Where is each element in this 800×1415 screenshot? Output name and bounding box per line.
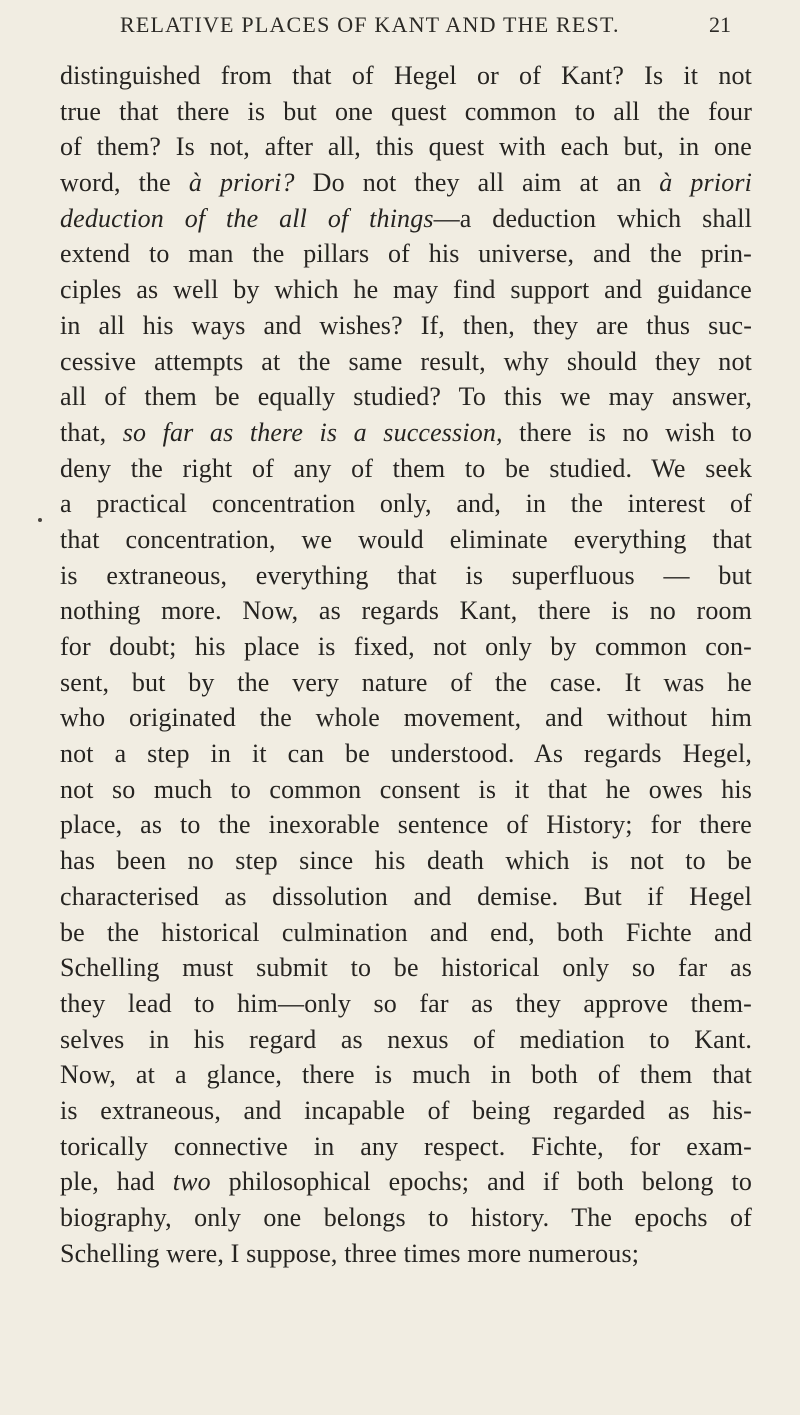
text-run: —a deduction which shall xyxy=(433,203,752,233)
text-run: torically connective in any respect. Fichte, for exam- xyxy=(60,1131,752,1161)
text-line xyxy=(60,272,752,308)
text-line xyxy=(60,807,752,843)
text-run: be the historical culmination and end, both Fichte and xyxy=(60,917,752,947)
text-run: nothing more. Now, as regards Kant, there is no room xyxy=(60,596,752,626)
text-run: ciples as well by which he may find support and guidance xyxy=(60,275,752,305)
text-run: distinguished from that of Hegel or of Kant? Is it not xyxy=(60,61,752,90)
text-run: is extraneous, and incapable of being regarded as his- xyxy=(60,1095,752,1125)
text-line xyxy=(60,129,752,165)
body-text xyxy=(60,58,752,1271)
text-run: Do not they all aim at an xyxy=(294,168,660,198)
text-line xyxy=(60,1129,752,1165)
text-line xyxy=(60,1164,752,1200)
text-line xyxy=(60,94,752,130)
italic-text: à priori xyxy=(659,168,752,198)
text-line xyxy=(60,558,752,594)
text-run: selves in his regard as nexus of mediation to Kant. xyxy=(60,1024,752,1054)
text-run: biography, only one belongs to history. The epochs of xyxy=(60,1203,752,1232)
running-head: RELATIVE PLACES OF KANT AND THE REST. xyxy=(120,12,620,37)
text-run: of them? Is not, after all, this quest with each but, in one xyxy=(60,132,752,162)
text-line xyxy=(60,1200,752,1236)
text-run: not a step in it can be understood. As regards Hegel, xyxy=(60,739,752,769)
text-run: they lead to him—only so far as they approve them- xyxy=(60,988,752,1018)
margin-mark xyxy=(38,518,42,522)
text-run: true that there is but one quest common to all the four xyxy=(60,96,752,126)
italic-text: deduction of the all of things xyxy=(60,203,434,233)
text-run: there is no wish to xyxy=(502,417,753,447)
text-run: all of them be equally studied? To this we may answer, xyxy=(60,382,752,412)
text-run: Schelling must submit to be historical only so far as xyxy=(60,953,752,983)
text-run: word, the xyxy=(60,168,189,198)
text-run: that concentration, we would eliminate everything that xyxy=(60,524,752,554)
italic-text: à priori? xyxy=(188,168,295,198)
text-line xyxy=(60,522,752,558)
text-run: place, as to the inexorable sentence of History; for there xyxy=(60,810,752,840)
text-line xyxy=(60,915,752,951)
text-line xyxy=(60,1236,752,1272)
page-header xyxy=(0,4,800,44)
text-run: that, xyxy=(60,417,123,447)
text-line xyxy=(60,736,752,772)
text-line xyxy=(60,772,752,808)
text-run: for doubt; his place is fixed, not only by common con- xyxy=(60,632,752,661)
text-line xyxy=(60,700,752,736)
text-run: is extraneous, everything that is superfluous — but xyxy=(60,560,752,590)
text-line xyxy=(60,843,752,879)
text-line xyxy=(60,1057,752,1093)
text-run: philosophical epochs; and if both belong to xyxy=(210,1167,753,1197)
text-line xyxy=(60,58,752,94)
italic-text: two xyxy=(172,1167,211,1197)
text-line xyxy=(60,415,752,451)
text-run: cessive attempts at the same result, why should they not xyxy=(60,346,752,376)
text-line xyxy=(60,451,752,487)
text-line xyxy=(60,950,752,986)
text-run: deny the right of any of them to be studied. We seek xyxy=(60,453,752,483)
text-line xyxy=(60,308,752,344)
text-line xyxy=(60,486,752,522)
text-run: ple, had xyxy=(60,1167,173,1197)
text-line xyxy=(60,379,752,415)
text-line xyxy=(60,1093,752,1129)
text-line xyxy=(60,1022,752,1058)
text-run: Schelling were, I suppose, three times more numerous; xyxy=(60,1238,640,1268)
text-line xyxy=(60,879,752,915)
text-run: not so much to common consent is it that he owes his xyxy=(60,774,752,804)
text-run: a practical concentration only, and, in the interest of xyxy=(60,489,752,519)
text-run: sent, but by the very nature of the case. It was he xyxy=(60,667,752,697)
text-run: who originated the whole movement, and without him xyxy=(60,703,752,733)
text-run: characterised as dissolution and demise. But if Hegel xyxy=(60,881,752,911)
text-line xyxy=(60,165,752,201)
text-run: extend to man the pillars of his universe, and the prin- xyxy=(60,239,752,269)
text-line xyxy=(60,986,752,1022)
text-run: has been no step since his death which is not to be xyxy=(60,846,752,876)
text-line xyxy=(60,665,752,701)
text-line xyxy=(60,201,752,237)
italic-text: so far as there is a succession, xyxy=(122,417,503,447)
text-line xyxy=(60,344,752,380)
text-line xyxy=(60,629,752,665)
text-run: Now, at a glance, there is much in both of them that xyxy=(60,1060,752,1090)
page-number: 21 xyxy=(709,12,731,37)
text-line xyxy=(60,593,752,629)
text-line xyxy=(60,236,752,272)
text-run: in all his ways and wishes? If, then, they are thus suc- xyxy=(60,310,752,340)
